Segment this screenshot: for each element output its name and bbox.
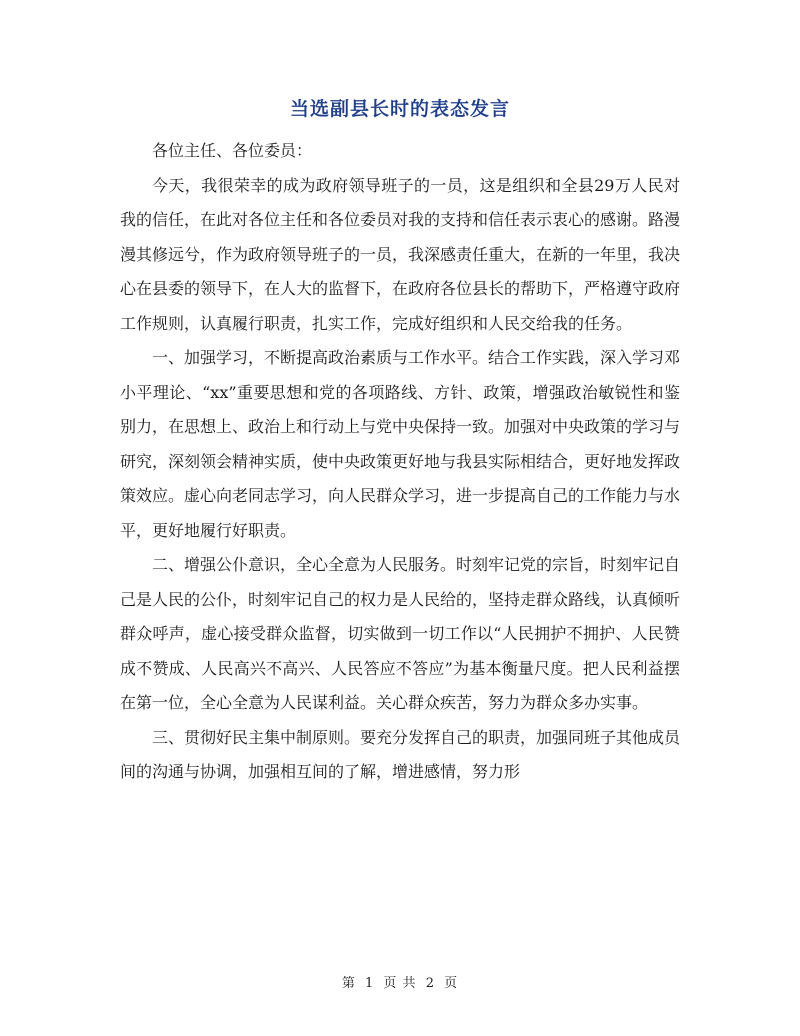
paragraph-intro: 今天，我很荣幸的成为政府领导班子的一员，这是组织和全县29万人民对我的信任，在此对各位主任和各位委员对我的支持和信任表示衷心的感谢。路漫漫其修远兮，作为政府领导班子的一员，我深感责任重大，在新的一年里，我决心在县委的领导下，在人大的监督下，在政府各位县长的帮助下，严格遵守政府工作规则，认真履行职责，扎实工作，完成好组织和人民交给我的任务。	[120, 175, 681, 333]
paragraph-point-1: 一、加强学习，不断提高政治素质与工作水平。结合工作实践，深入学习邓小平理论、“xx”重要思想和党的各项路线、方针、政策，增强政治敏锐性和鉴别力，在思想上、政治上和行动上与党中央保持一致。加强对中央政策的学习与研究，深刻领会精神实质，使中央政策更好地与我县实际相结合，更好地发挥政策效应。虚心向老同志学习，向人民群众学习，进一步提高自己的工作能力与水平，更好地履行好职责。	[120, 348, 681, 540]
salutation: 各位主任、各位委员：	[152, 141, 313, 160]
paragraph-point-3: 三、贯彻好民主集中制原则。要充分发挥自己的职责，加强同班子其他成员间的沟通与协调，加强相互间的了解，增进感情，努力形	[120, 727, 681, 781]
paragraph-point-2: 二、增强公仆意识，全心全意为人民服务。时刻牢记党的宗旨，时刻牢记自己是人民的公仆，时刻牢记自己的权力是人民给的，坚持走群众路线，认真倾听群众呼声，虚心接受群众监督，切实做到一切工作以“人民拥护不拥护、人民赞成不赞成、人民高兴不高兴、人民答应不答应”为基本衡量尺度。把人民利益摆在第一位，全心全意为人民谋利益。关心群众疾苦，努力为群众多办实事。	[120, 555, 681, 712]
footer-current-page: 1	[365, 976, 375, 991]
footer-total-pages: 2	[425, 976, 435, 991]
page-footer	[0, 972, 800, 991]
footer-label-of: 页 共	[383, 976, 417, 991]
footer-label-end: 页	[444, 976, 459, 991]
document-body	[120, 134, 680, 790]
footer-label-page: 第	[341, 976, 356, 991]
document-title: 当选副县长时的表态发言	[289, 98, 510, 120]
